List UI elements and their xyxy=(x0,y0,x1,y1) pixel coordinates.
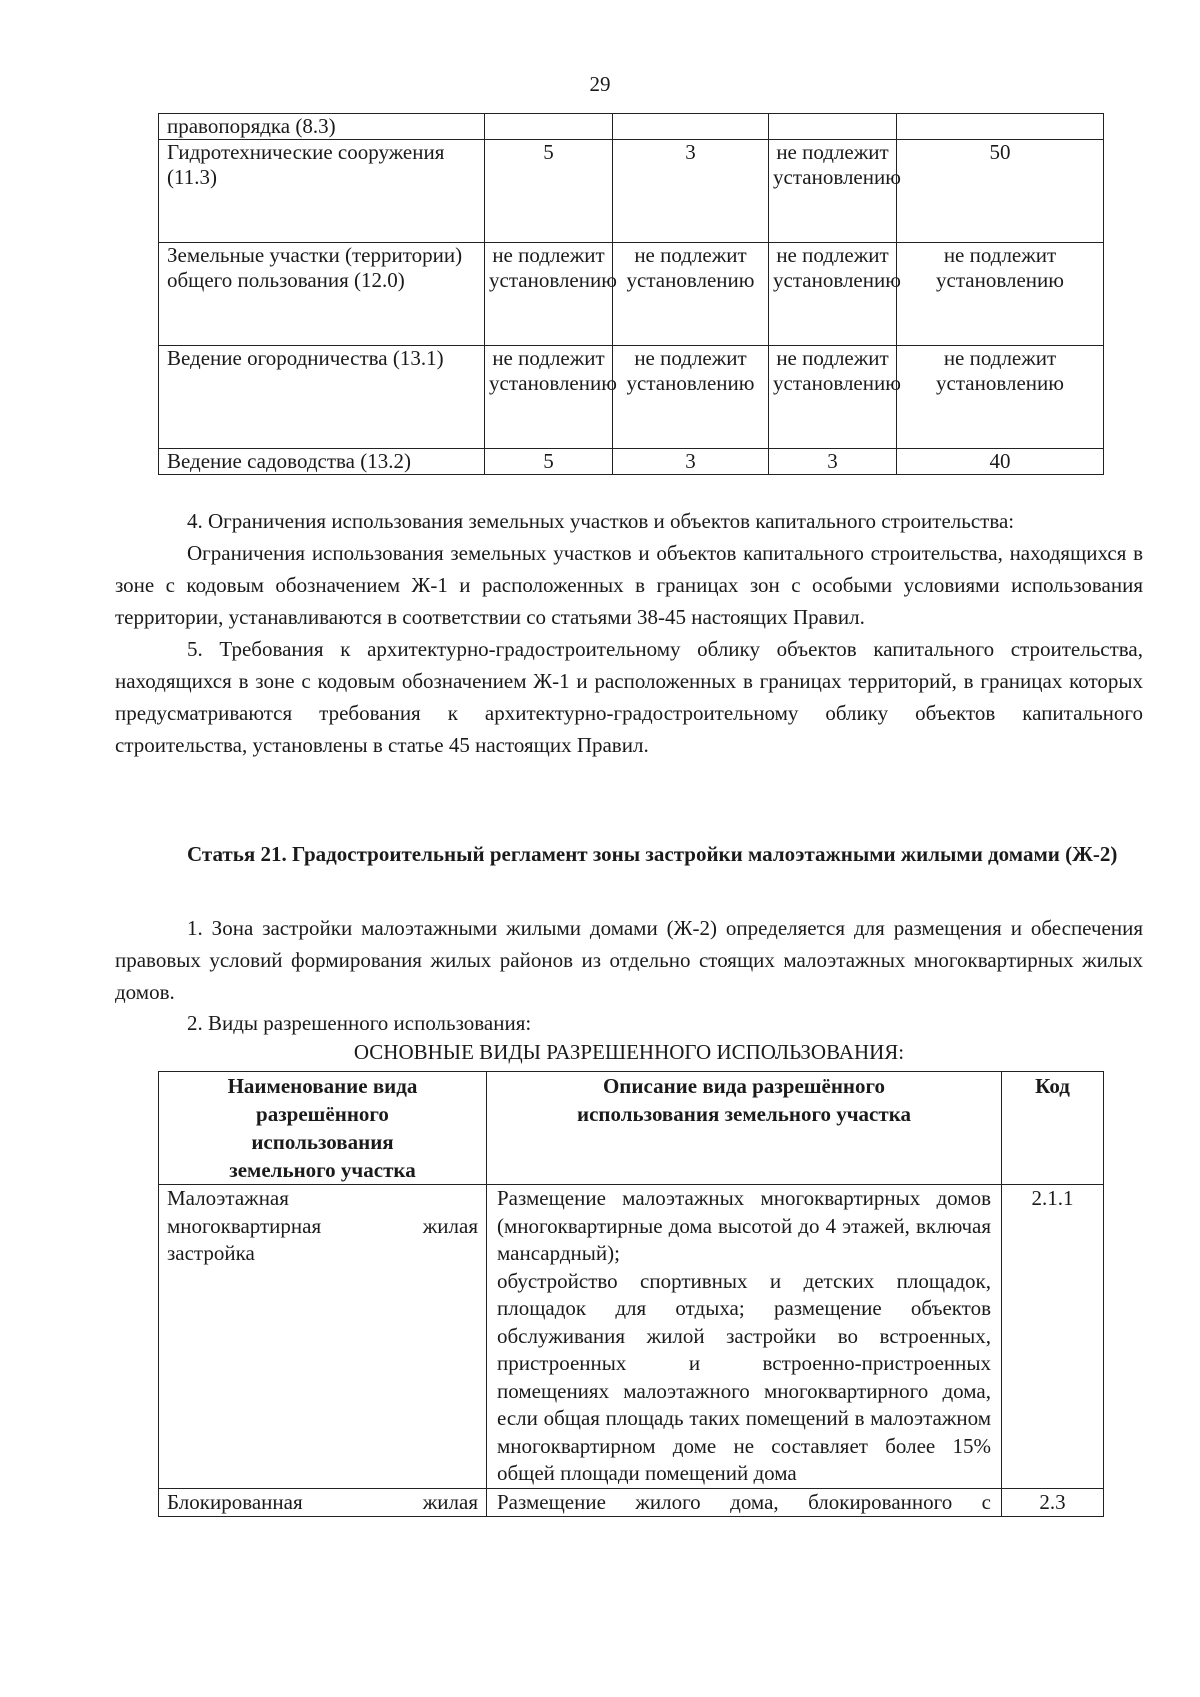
use-name-word: многоквартирная xyxy=(167,1213,322,1238)
table-row xyxy=(159,140,1104,243)
value-cell xyxy=(485,114,613,140)
use-code-cell: 2.1.1 xyxy=(1002,1185,1104,1489)
value-cell xyxy=(769,114,897,140)
table-row xyxy=(159,346,1104,449)
header-description: Описание вида разрешённого использования земельного участка xyxy=(487,1072,1002,1185)
value-cell: 5 xyxy=(485,449,613,475)
use-name-cell: Гидротехнические сооружения (11.3) xyxy=(159,140,485,243)
main-uses-heading: ОСНОВНЫЕ ВИДЫ РАЗРЕШЕННОГО ИСПОЛЬЗОВАНИЯ: xyxy=(353,1040,905,1064)
use-name-word: жилая xyxy=(422,1213,478,1238)
use-name-cell: правопорядка (8.3) xyxy=(159,114,485,140)
table-row xyxy=(159,449,1104,475)
use-description-text: обустройство спортивных и детских площадок, площадок для отдыха; размещение объектов обслуживания жилой застройки во встроенных, пристроенных и встроенно-пристроенных помещениях малоэтажного многоквартирного дома, если общая площадь таких помещений в малоэтажном многоквартирном доме не составляет более 15% общей площади помещений дома xyxy=(497,1268,991,1485)
section-4-heading: 4. Ограничения использования земельных участков и объектов капитального строительства: xyxy=(187,509,1015,533)
value-cell: не подлежит установлению xyxy=(769,140,897,243)
article-paragraph-2: 2. Виды разрешенного использования: xyxy=(187,1011,532,1035)
article-title: Статья 21. Градостроительный регламент зоны застройки малоэтажными жилыми домами (Ж-2) xyxy=(187,842,1118,866)
use-description-text: Размещение жилого дома, блокированного с xyxy=(497,1489,991,1514)
table-row xyxy=(159,114,1104,140)
header-code: Код xyxy=(1002,1072,1104,1185)
value-cell: не подлежит установлению xyxy=(485,346,613,449)
use-name-cell: Ведение садоводства (13.2) xyxy=(159,449,485,475)
value-cell: не подлежит установлению xyxy=(769,243,897,346)
use-description-cell xyxy=(487,1488,1002,1517)
value-cell: не подлежит установлению xyxy=(613,346,769,449)
value-cell: 3 xyxy=(613,140,769,243)
use-name-line xyxy=(167,1213,478,1241)
table-header-row xyxy=(159,1072,1104,1185)
use-name-cell: Ведение огородничества (13.1) xyxy=(159,346,485,449)
page-number: 29 xyxy=(589,72,611,96)
value-cell: не подлежит установлению xyxy=(613,243,769,346)
use-name-cell xyxy=(159,1488,487,1517)
value-cell xyxy=(897,114,1104,140)
value-cell: не подлежит установлению xyxy=(485,243,613,346)
section-4-text: Ограничения использования земельных участков и объектов капитального строительства, находящихся в зоне с кодовым обозначением Ж-1 и расположенных в границах зон с особыми условиями использования территории, устанавливаются в соответствии со статьями 38-45 настоящих Правил. xyxy=(115,541,1143,629)
use-name-line: Малоэтажная xyxy=(167,1186,289,1210)
table-row xyxy=(159,1488,1104,1517)
article-body xyxy=(115,912,1143,1038)
header-name: Наименование вида разрешённого использования земельного участка xyxy=(159,1072,487,1185)
article-paragraph-1: 1. Зона застройки малоэтажными жилыми домами (Ж-2) определяется для размещения и обеспечения правовых условий формирования жилых районов из отдельно стоящих малоэтажных многоквартирных жилых домов. xyxy=(115,916,1143,1004)
building-parameters-table xyxy=(158,113,1104,475)
use-name-line: застройка xyxy=(167,1241,255,1265)
section-5-text: 5. Требования к архитектурно-градостроительному облику объектов капитального строительства, находящихся в зоне с кодовым обозначением Ж-1 и расположенных в границах территорий, в границах которых предусматриваются требования к архитектурно-градостроительному облику объектов капитального строительства, установлены в статье 45 настоящих Правил. xyxy=(115,637,1143,757)
permitted-uses-table xyxy=(158,1071,1104,1517)
use-description-text: Размещение малоэтажных многоквартирных домов (многоквартирные дома высотой до 4 этажей, включая мансардный); xyxy=(497,1186,991,1265)
use-name-cell xyxy=(159,1185,487,1489)
use-code-cell: 2.3 xyxy=(1002,1488,1104,1517)
value-cell: 50 xyxy=(897,140,1104,243)
table-row xyxy=(159,1185,1104,1489)
value-cell: 40 xyxy=(897,449,1104,475)
section-4 xyxy=(115,505,1143,761)
value-cell: не подлежит установлению xyxy=(897,346,1104,449)
value-cell: 3 xyxy=(613,449,769,475)
use-name-cell: Земельные участки (территории) общего пользования (12.0) xyxy=(159,243,485,346)
value-cell xyxy=(613,114,769,140)
value-cell: не подлежит установлению xyxy=(897,243,1104,346)
value-cell: 3 xyxy=(769,449,897,475)
value-cell: не подлежит установлению xyxy=(769,346,897,449)
value-cell: 5 xyxy=(485,140,613,243)
use-name-word: жилая xyxy=(422,1489,478,1514)
use-name-word: Блокированная xyxy=(167,1489,303,1514)
use-description-cell xyxy=(487,1185,1002,1489)
use-name-line xyxy=(167,1489,478,1517)
table-row xyxy=(159,243,1104,346)
